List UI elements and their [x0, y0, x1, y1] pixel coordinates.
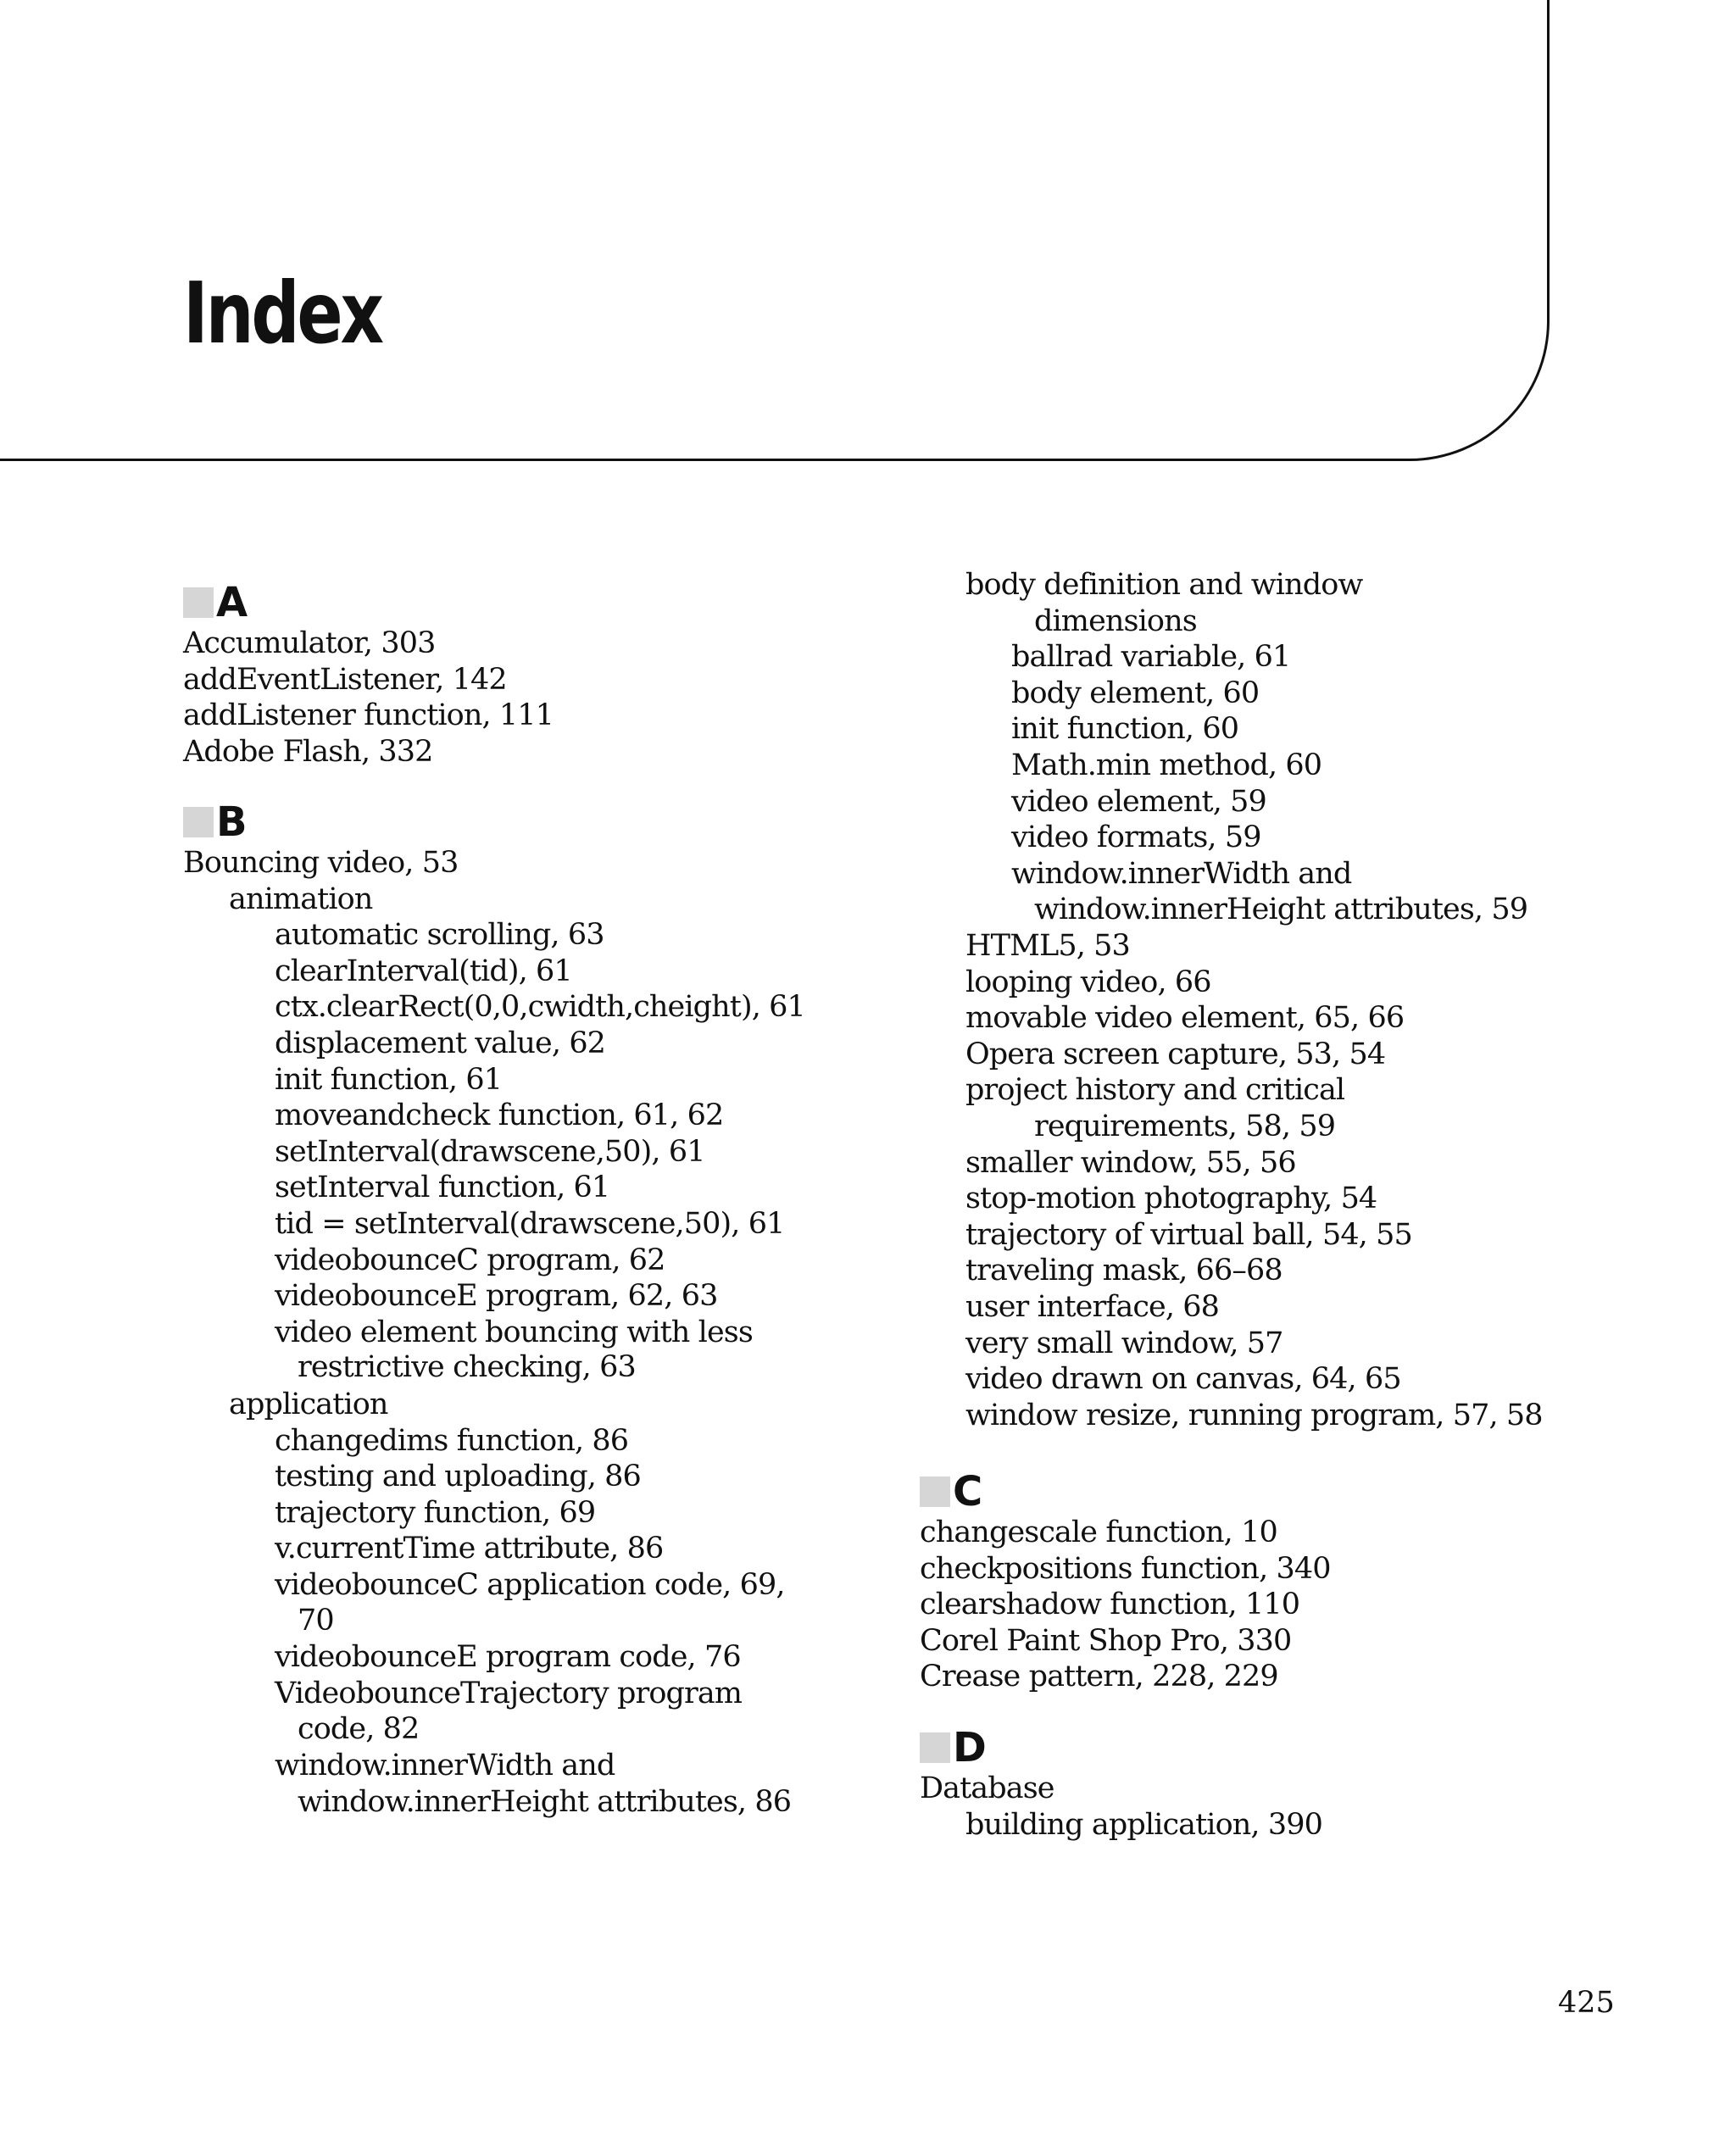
index-entry: Adobe Flash, 332 [183, 734, 433, 769]
index-entry: stop-motion photography, 54 [965, 1182, 1377, 1216]
index-entry: setInterval(drawscene,50), 61 [275, 1134, 705, 1169]
index-entry: videobounceE program, 62, 63 [275, 1279, 718, 1314]
section-heading-b [183, 798, 248, 846]
index-entry: clearshadow function, 110 [920, 1588, 1300, 1622]
index-entry: code, 82 [298, 1712, 420, 1747]
section-heading-a [183, 581, 248, 624]
page-number: 425 [1558, 1986, 1615, 2020]
index-entry: user interface, 68 [965, 1290, 1220, 1324]
index-entry: videobounceC application code, 69, [275, 1568, 785, 1602]
index-entry: testing and uploading, 86 [275, 1460, 641, 1494]
page-title: Index [183, 264, 381, 363]
index-entry: trajectory of virtual ball, 54, 55 [965, 1217, 1412, 1252]
index-entry: v.currentTime attribute, 86 [275, 1532, 664, 1566]
index-entry: movable video element, 65, 66 [965, 1001, 1405, 1036]
index-entry: animation [229, 881, 373, 916]
index-entry: video drawn on canvas, 64, 65 [965, 1362, 1401, 1397]
index-entry: automatic scrolling, 63 [275, 918, 604, 953]
index-entry: Crease pattern, 228, 229 [920, 1660, 1278, 1694]
index-entry: application [229, 1387, 388, 1421]
index-entry: body element, 60 [1011, 676, 1260, 710]
chapter-header-frame [0, 0, 1550, 461]
index-entry: videobounceE program code, 76 [275, 1640, 741, 1675]
index-entry: body definition and window [965, 568, 1363, 602]
index-entry: trajectory function, 69 [275, 1495, 596, 1530]
index-entry: Database [920, 1771, 1054, 1805]
index-entry: very small window, 57 [965, 1326, 1283, 1360]
index-entry: checkpositions function, 340 [920, 1551, 1331, 1586]
section-marker-square [183, 807, 214, 837]
index-entry: window resize, running program, 57, 58 [965, 1398, 1543, 1432]
index-entry: traveling mask, 66–68 [965, 1254, 1283, 1288]
index-entry: dimensions [1034, 603, 1197, 638]
index-entry: VideobounceTrajectory program [275, 1676, 743, 1710]
index-entry: moveandcheck function, 61, 62 [275, 1098, 724, 1133]
index-entry: window.innerWidth and [1011, 856, 1352, 891]
index-entry: tid = setInterval(drawscene,50), 61 [275, 1207, 785, 1241]
section-heading-c [920, 1468, 983, 1515]
section-marker-square [920, 1476, 950, 1507]
index-entry: video formats, 59 [1011, 820, 1261, 855]
index-entry: 70 [298, 1603, 334, 1638]
index-entry: video element bouncing with less [275, 1315, 753, 1349]
index-entry: displacement value, 62 [275, 1026, 606, 1060]
index-entry: project history and critical [965, 1073, 1345, 1108]
index-entry: ballrad variable, 61 [1011, 640, 1291, 675]
section-letter: B [216, 798, 248, 846]
index-entry: addEventListener, 142 [183, 662, 507, 697]
index-entry: requirements, 58, 59 [1034, 1109, 1336, 1143]
index-entry: smaller window, 55, 56 [965, 1145, 1296, 1180]
index-entry: restrictive checking, 63 [298, 1350, 636, 1385]
index-entry: window.innerHeight attributes, 59 [1034, 893, 1528, 927]
index-entry: Accumulator, 303 [183, 626, 436, 660]
index-entry: setInterval function, 61 [275, 1171, 610, 1205]
section-heading-d [920, 1724, 987, 1771]
index-entry: window.innerWidth and [275, 1749, 615, 1782]
index-entry: init function, 61 [275, 1062, 503, 1097]
index-entry: addListener function, 111 [183, 698, 554, 733]
index-entry: ctx.clearRect(0,0,cwidth,cheight), 61 [275, 990, 805, 1025]
index-entry: videobounceC program, 62 [275, 1243, 665, 1277]
index-entry: HTML5, 53 [965, 929, 1130, 963]
index-entry: building application, 390 [965, 1807, 1322, 1842]
index-entry: changescale function, 10 [920, 1515, 1277, 1549]
section-letter: C [953, 1468, 983, 1515]
index-entry: window.innerHeight attributes, 86 [298, 1784, 792, 1819]
index-entry: changedims function, 86 [275, 1423, 629, 1458]
section-marker-square [920, 1732, 950, 1763]
index-entry: clearInterval(tid), 61 [275, 954, 572, 988]
section-letter: D [953, 1724, 987, 1771]
index-entry: looping video, 66 [965, 965, 1211, 999]
index-entry: Bouncing video, 53 [183, 846, 459, 880]
index-entry: init function, 60 [1011, 712, 1239, 747]
index-entry: video element, 59 [1011, 784, 1266, 819]
section-marker-square [183, 587, 214, 618]
index-entry: Corel Paint Shop Pro, 330 [920, 1623, 1292, 1658]
index-entry: Opera screen capture, 53, 54 [965, 1037, 1386, 1071]
section-letter: A [216, 579, 248, 626]
index-entry: Math.min method, 60 [1011, 748, 1322, 782]
